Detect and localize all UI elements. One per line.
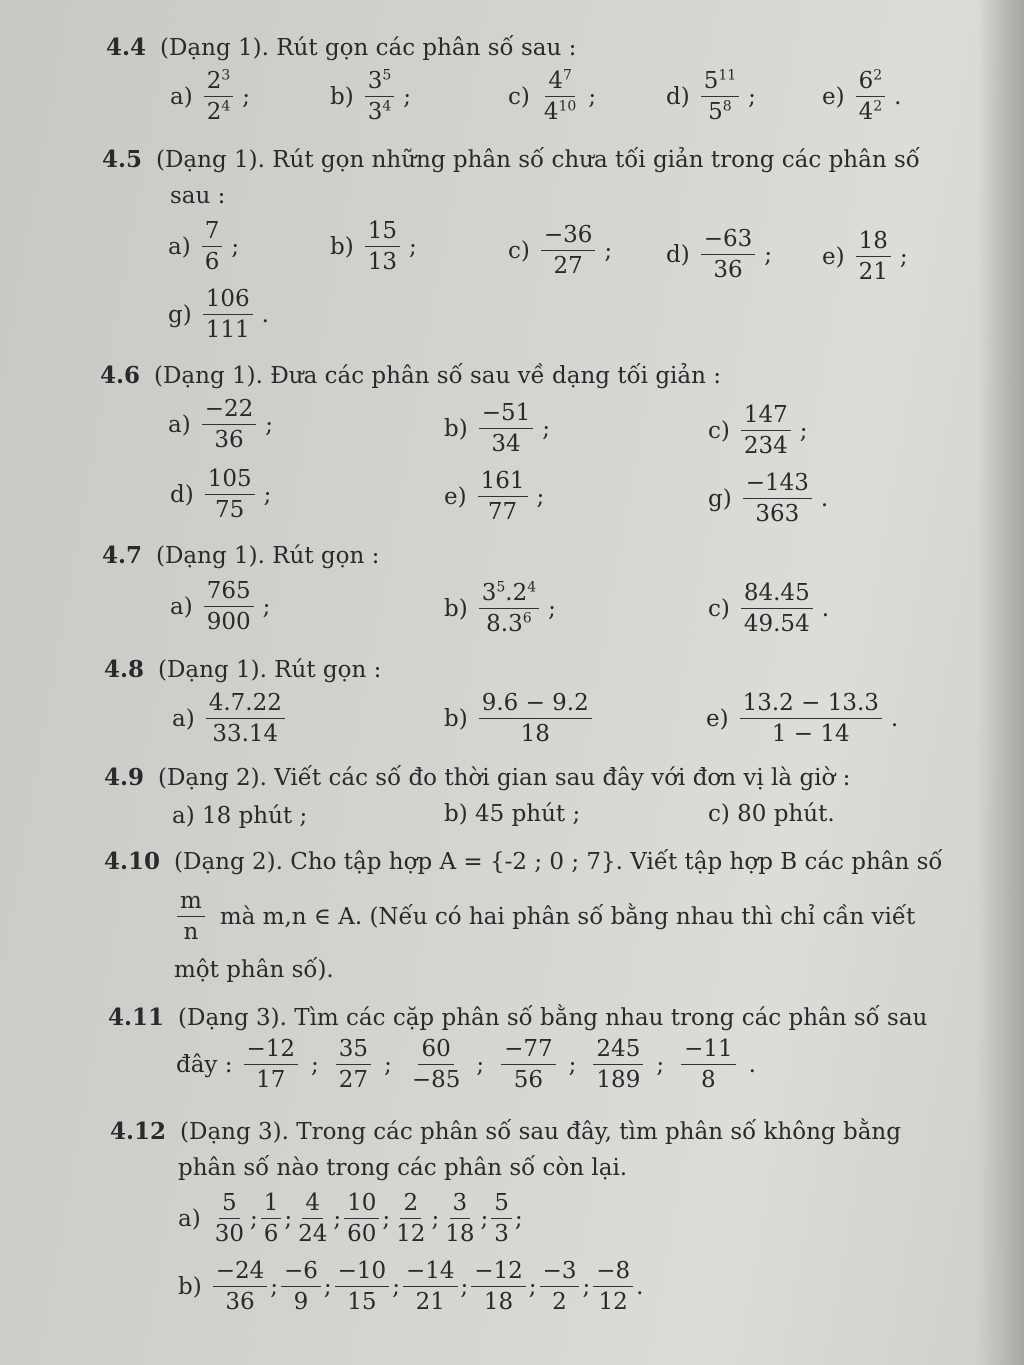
numerator: 147: [741, 402, 791, 431]
denominator: n: [183, 919, 199, 945]
problem-text: mà m,n ∈ A. (Nếu có hai phân số bằng nhau thì chỉ cần viết: [219, 903, 916, 930]
problem-number: 4.7: [102, 542, 143, 569]
exercise-item: [170, 68, 250, 125]
item-label: a): [168, 233, 191, 260]
separator: ;: [604, 237, 613, 264]
denominator: 900: [206, 609, 251, 635]
numerator: 18: [856, 228, 891, 257]
item-label: d): [170, 481, 194, 508]
separator: ;: [764, 241, 772, 268]
numerator: 5: [219, 1190, 240, 1219]
denominator: 77: [487, 499, 518, 525]
denominator: 12: [396, 1221, 426, 1247]
problem-text-cont: sau :: [170, 183, 226, 209]
numerator: 5: [491, 1190, 512, 1219]
numerator: $4^7$: [545, 68, 575, 97]
numerator: 60: [418, 1036, 453, 1065]
exercise-item: [170, 466, 271, 523]
denominator: $4^2$: [858, 98, 883, 125]
problem-text: (Dạng 2). Cho tập hợp A = {-2 ; 0 ; 7}. Viết tập hợp B các phân số: [174, 849, 943, 875]
item-label: a): [170, 83, 193, 110]
numerator: $2^3$: [204, 68, 234, 97]
denominator: 18: [445, 1221, 475, 1247]
numerator: −6: [281, 1258, 321, 1287]
fraction-list: [178, 1258, 643, 1315]
item-label: c): [708, 417, 730, 444]
denominator: 60: [347, 1221, 377, 1247]
denominator: 49.54: [743, 611, 810, 637]
separator: ;: [431, 1205, 440, 1232]
numerator: 7: [202, 218, 223, 247]
problem-number: 4.5: [102, 146, 143, 173]
item-label: a): [172, 705, 195, 732]
separator: ;: [263, 481, 272, 508]
fraction: [856, 228, 891, 285]
separator: ;: [408, 233, 417, 260]
denominator: 27: [553, 253, 583, 279]
fraction: [281, 1258, 321, 1315]
denominator: 6: [263, 1221, 279, 1247]
fraction: [202, 396, 257, 453]
time-item: b) 45 phút ;: [444, 801, 581, 827]
denominator: 111: [205, 317, 250, 343]
problem-text: (Dạng 2). Viết các số đo thời gian sau đây với đơn vị là giờ :: [158, 765, 851, 791]
fraction: [205, 466, 255, 523]
fraction: [541, 222, 596, 279]
fraction: [203, 286, 253, 343]
numerator: $6^2$: [856, 68, 886, 97]
denominator: 21: [415, 1289, 445, 1315]
separator: ;: [249, 1205, 258, 1232]
exercise-item: [508, 68, 596, 125]
denominator: $3^4$: [367, 98, 392, 125]
separator: ;: [799, 417, 808, 444]
fraction: [204, 578, 254, 635]
item-label: g): [168, 301, 192, 328]
denominator: 13: [367, 249, 397, 275]
item-label: e): [822, 243, 845, 270]
item-label: g): [708, 485, 732, 512]
numerator: −51: [479, 400, 534, 429]
problem-text: một phân số).: [174, 957, 334, 983]
fraction: [593, 1036, 643, 1093]
separator: ;: [542, 415, 550, 442]
fraction-list: [176, 1036, 770, 1093]
item-label: b): [330, 83, 354, 110]
denominator: 36: [214, 427, 244, 453]
denominator: 9: [293, 1289, 309, 1315]
fraction: [741, 402, 791, 459]
fraction: [365, 68, 395, 125]
numerator: −22: [202, 396, 257, 425]
fraction: [244, 1036, 299, 1093]
fraction: [403, 1258, 458, 1315]
exercise-item: [708, 470, 828, 527]
item-label: e): [822, 83, 845, 110]
denominator: 8: [701, 1067, 716, 1093]
item-label: b): [330, 233, 354, 260]
numerator: −10: [335, 1258, 390, 1287]
separator: ;: [265, 411, 273, 438]
item-label: c): [708, 595, 730, 622]
fraction: [204, 68, 234, 125]
denominator: 36: [225, 1289, 255, 1315]
denominator: 189: [596, 1067, 641, 1093]
exercise-item: [330, 218, 417, 275]
denominator: $2^4$: [206, 98, 231, 125]
separator: ;: [536, 483, 545, 510]
numerator: −3: [540, 1258, 580, 1287]
problem-text: (Dạng 1). Rút gọn những phân số chưa tối giản trong các phân số: [156, 147, 920, 173]
problem-heading: [104, 656, 381, 684]
numerator: 10: [344, 1190, 379, 1219]
fraction: [409, 1036, 464, 1093]
exercise-item: [444, 468, 544, 525]
numerator: 245: [593, 1036, 643, 1065]
numerator: 1: [261, 1190, 282, 1219]
problem-number: 4.10: [104, 848, 161, 875]
numerator: −12: [471, 1258, 526, 1287]
problem-text: (Dạng 1). Rút gọn :: [156, 543, 380, 569]
fraction: [295, 1190, 330, 1247]
exercise-item: [168, 396, 273, 453]
denominator: 21: [858, 259, 888, 285]
item-label: d): [666, 241, 690, 268]
numerator: $5^{11}$: [701, 68, 739, 97]
exercise-item: [170, 578, 270, 635]
item-label: a): [170, 593, 193, 620]
problem-number: 4.11: [108, 1004, 165, 1031]
problem-heading: [106, 34, 576, 62]
separator: ;: [582, 1273, 591, 1300]
fraction: [491, 1190, 512, 1247]
problem-heading: [104, 848, 943, 876]
separator: ;: [460, 1273, 469, 1300]
numerator: −143: [743, 470, 812, 499]
numerator: −8: [593, 1258, 633, 1287]
exercise-item: [508, 222, 612, 279]
problem-number: 4.6: [100, 362, 141, 389]
problem-heading: [110, 1118, 901, 1146]
denominator: 17: [256, 1067, 286, 1093]
fraction: [593, 1258, 633, 1315]
numerator: 765: [204, 578, 254, 607]
numerator: −12: [244, 1036, 299, 1065]
denominator: 36: [713, 257, 743, 283]
denominator: 18: [483, 1289, 514, 1315]
denominator: 33.14: [212, 721, 279, 747]
denominator: −85: [411, 1067, 461, 1093]
numerator: m: [177, 888, 205, 917]
problem-number: 4.12: [110, 1118, 167, 1145]
separator: ;: [480, 1205, 489, 1232]
separator: ;: [382, 1205, 391, 1232]
numerator: 3: [450, 1190, 471, 1219]
denominator: 27: [338, 1067, 369, 1093]
item-label: a): [178, 1205, 201, 1232]
fraction: [344, 1190, 379, 1247]
fraction: [365, 218, 400, 275]
exercise-item: [708, 402, 808, 459]
exercise-item: [444, 580, 556, 637]
problem-heading: [104, 764, 850, 792]
fraction: [479, 580, 539, 637]
exercise-item: [708, 800, 835, 828]
item-label: a): [168, 411, 191, 438]
numerator: $3^5$: [365, 68, 395, 97]
exercise-item: [444, 690, 601, 747]
separator: ;: [568, 1051, 577, 1078]
denominator: 3: [494, 1221, 509, 1247]
separator: .: [261, 301, 269, 328]
problem-heading: [108, 1004, 927, 1032]
separator: ;: [284, 1205, 293, 1232]
exercise-item: [168, 286, 269, 343]
separator: ;: [311, 1051, 319, 1078]
separator: ;: [333, 1205, 342, 1232]
fraction: [336, 1036, 371, 1093]
item-label: c): [508, 83, 530, 110]
problem-heading-cont: [170, 182, 225, 210]
exercise-item: [822, 68, 901, 125]
item-label: b): [444, 595, 468, 622]
numerator: 161: [478, 468, 528, 497]
fraction: [501, 1036, 556, 1093]
denominator: 75: [215, 497, 245, 523]
separator: ;: [476, 1051, 485, 1078]
fraction: [471, 1258, 526, 1315]
denominator: 363: [755, 501, 800, 527]
separator: ;: [899, 243, 908, 270]
numerator: −11: [681, 1036, 736, 1065]
fraction: [442, 1190, 477, 1247]
fraction: [743, 470, 812, 527]
separator: ;: [548, 595, 556, 622]
separator: .: [748, 1051, 756, 1078]
separator: ;: [514, 1205, 523, 1232]
denominator: 56: [513, 1067, 544, 1093]
fraction: [479, 690, 592, 747]
numerator: 13.2 − 13.3: [740, 690, 882, 719]
fraction: [202, 218, 223, 275]
denominator: $5^8$: [708, 98, 732, 125]
numerator: 4.7.22: [206, 690, 285, 719]
exercise-item: [172, 690, 294, 747]
item-label: b): [444, 705, 468, 732]
fraction: [701, 68, 739, 125]
denominator: 2: [552, 1289, 567, 1315]
separator: .: [821, 595, 830, 622]
fraction: [740, 690, 882, 747]
separator: ;: [384, 1051, 392, 1078]
fraction: [177, 888, 205, 945]
denominator: 1 − 14: [771, 721, 850, 747]
numerator: −63: [701, 226, 756, 255]
problem-heading: [100, 362, 721, 390]
problem-number: 4.9: [104, 764, 145, 791]
numerator: 106: [203, 286, 253, 315]
fraction: [681, 1036, 736, 1093]
fraction: [335, 1258, 390, 1315]
denominator: 234: [743, 433, 788, 459]
fraction: [213, 1258, 268, 1315]
exercise-item: [666, 226, 772, 283]
separator: ;: [403, 83, 412, 110]
fraction: [206, 690, 285, 747]
separator: .: [890, 705, 899, 732]
separator: ;: [262, 593, 271, 620]
problem-text: đây :: [176, 1051, 233, 1078]
item-label: e): [444, 483, 467, 510]
item-label: b): [178, 1273, 202, 1300]
time-item: a) 18 phút ;: [172, 803, 308, 829]
separator: .: [894, 83, 902, 110]
fraction: [541, 68, 579, 125]
separator: ;: [656, 1051, 665, 1078]
fraction: [479, 400, 534, 457]
fraction: [856, 68, 886, 125]
separator: ;: [242, 83, 250, 110]
exercise-item: [330, 68, 411, 125]
fraction: [701, 226, 756, 283]
fraction: [212, 1190, 247, 1247]
separator: .: [636, 1273, 644, 1300]
problem-line: [174, 956, 334, 984]
numerator: −77: [501, 1036, 556, 1065]
numerator: 4: [302, 1190, 323, 1219]
problem-heading: [102, 542, 379, 570]
denominator: $4^{10}$: [543, 98, 577, 125]
exercise-item: [444, 400, 550, 457]
denominator: 34: [491, 431, 521, 457]
numerator: −36: [541, 222, 596, 251]
problem-text-cont: phân số nào trong các phân số còn lại.: [178, 1155, 628, 1181]
numerator: 84.45: [741, 580, 813, 609]
denominator: $8.3^6$: [486, 610, 532, 637]
denominator: 18: [520, 721, 550, 747]
fraction: [261, 1190, 282, 1247]
exercise-item: [172, 802, 307, 830]
problem-text: (Dạng 3). Tìm các cặp phân số bằng nhau trong các phân số sau: [178, 1005, 928, 1031]
fraction: [540, 1258, 580, 1315]
exercise-item: [822, 228, 908, 285]
numerator: 35: [336, 1036, 371, 1065]
denominator: 30: [214, 1221, 244, 1247]
denominator: 6: [204, 249, 220, 275]
problem-heading-cont: [178, 1154, 627, 1182]
separator: .: [820, 485, 829, 512]
numerator: −24: [213, 1258, 268, 1287]
separator: ;: [231, 233, 240, 260]
problem-text: (Dạng 1). Rút gọn các phân số sau :: [160, 35, 577, 61]
separator: ;: [588, 83, 597, 110]
numerator: −14: [403, 1258, 458, 1287]
fraction-list: [178, 1190, 523, 1247]
separator: ;: [528, 1273, 537, 1300]
numerator: 15: [365, 218, 400, 247]
problem-number: 4.8: [104, 656, 145, 683]
exercise-item: [706, 690, 898, 747]
denominator: 24: [298, 1221, 328, 1247]
problem-text: (Dạng 1). Đưa các phân số sau về dạng tối giản :: [154, 363, 721, 389]
numerator: $3^5.2^4$: [479, 580, 539, 609]
problem-text: (Dạng 3). Trong các phân số sau đây, tìm phân số không bằng: [180, 1119, 901, 1145]
exercise-item: [168, 218, 239, 275]
numerator: 9.6 − 9.2: [479, 690, 592, 719]
separator: ;: [270, 1273, 278, 1300]
item-label: b): [444, 415, 468, 442]
exercise-item: [444, 800, 580, 828]
numerator: 105: [205, 466, 255, 495]
item-label: c): [508, 237, 530, 264]
item-label: e): [706, 705, 729, 732]
fraction: [393, 1190, 428, 1247]
problem-number: 4.4: [106, 34, 147, 61]
fraction: [741, 580, 813, 637]
problem-line: [174, 888, 915, 945]
denominator: 12: [598, 1289, 628, 1315]
fraction: [478, 468, 528, 525]
separator: ;: [748, 83, 756, 110]
denominator: 15: [347, 1289, 377, 1315]
separator: ;: [323, 1273, 332, 1300]
numerator: 2: [400, 1190, 421, 1219]
problem-text: (Dạng 1). Rút gọn :: [158, 657, 382, 683]
exercise-item: [666, 68, 756, 125]
item-label: d): [666, 83, 690, 110]
separator: ;: [392, 1273, 400, 1300]
problem-heading: [102, 146, 920, 174]
time-item: c) 80 phút.: [708, 801, 835, 827]
exercise-item: [708, 580, 829, 637]
